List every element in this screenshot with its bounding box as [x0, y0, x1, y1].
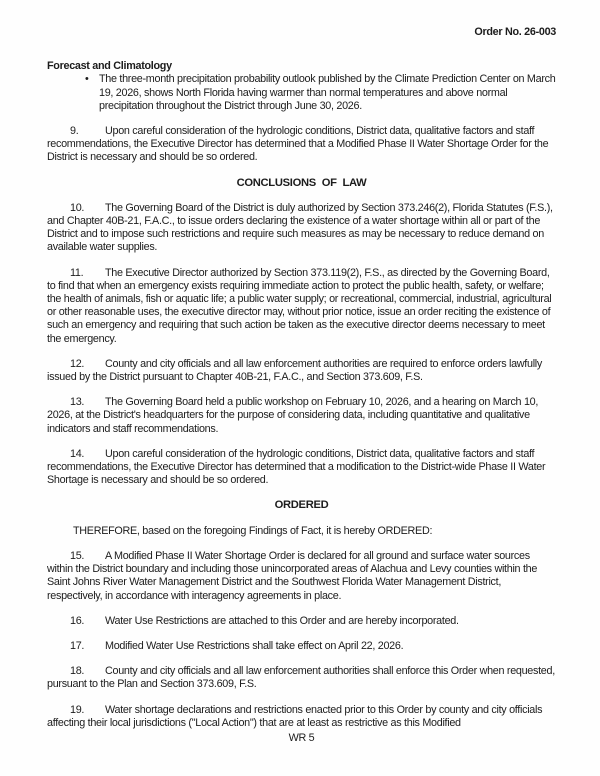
conclusion-paragraph-13: [47, 396, 556, 436]
paragraph-number: 14.: [70, 447, 85, 460]
paragraph-number: 9.: [70, 125, 79, 138]
section-heading-forecast: Forecast and Climatology: [47, 60, 172, 73]
paragraph-text: Upon careful consideration of the hydrologic conditions, District data, qualitative factors and staff recommendations, the Executive Director has determined that a modification to the District-wide Phase II Water Shortage is necessary and should be so ordered.: [47, 447, 546, 487]
forecast-bullet-list: [47, 73, 556, 113]
section-heading-ordered: ORDERED: [274, 499, 329, 512]
paragraph-text: A Modified Phase II Water Shortage Order is declared for all ground and surface water sources within the District boundary and including those unincorporated areas of Alachua and Levy counties within the Saint Johns River Water Management District and the Southwest Florida Water Management District, respectively, in accordance with interagency agreements in place.: [47, 549, 538, 602]
paragraph-text: County and city officials and all law enforcement authorities are required to enforce orders lawfully issued by the District pursuant to Chapter 40B-21, F.A.C., and Section 373.609, F.S.: [47, 357, 543, 384]
paragraph-number: 18.: [70, 665, 85, 678]
ordered-intro: THEREFORE, based on the foregoing Findings of Fact, it is hereby ORDERED:: [73, 524, 433, 537]
paragraph-number: 13.: [70, 396, 85, 409]
paragraph-text: The Governing Board held a public workshop on February 10, 2026, and a hearing on March 10, 2026, at the District's headquarters for the purpose of considering data, including quantitative and qualitative indicators and staff recommendations.: [47, 396, 539, 435]
list-item: • The three-month precipitation probability outlook published by the Climate Prediction Center on March 19, 2026, shows North Florida having warmer than normal temperatures and above normal precipitation throughout the District through June 30, 2026.: [47, 73, 556, 113]
section-heading-conclusions-of-law: CONCLUSIONS OF LAW: [236, 176, 367, 189]
paragraph-text: County and city officials and all law enforcement authorities shall enforce this Order when requested, pursuant to the Plan and Section 373.609, F.S.: [47, 665, 555, 691]
paragraph-text: Modified Water Use Restrictions shall take effect on April 22, 2026.: [105, 639, 404, 652]
paragraph-number: 11.: [70, 266, 84, 279]
ordered-paragraph-17: [47, 640, 556, 653]
paragraph-number: 16.: [70, 614, 85, 627]
conclusion-paragraph-12: [47, 358, 556, 384]
ordered-paragraph-15: [47, 550, 556, 603]
paragraph-text: Water Use Restrictions are attached to this Order and are hereby incorporated.: [105, 614, 459, 627]
conclusion-paragraph-14: [47, 448, 556, 488]
order-number: Order No. 26-003: [474, 26, 556, 38]
paragraph-number: 12.: [70, 357, 85, 370]
ordered-paragraph-18: [47, 665, 556, 691]
paragraph-number: 17.: [70, 639, 85, 652]
paragraph-text: The Governing Board of the District is duly authorized by Section 373.246(2), Florida Statutes (F.S.), and Chapter 40B-21, F.A.C., to issue orders declaring the existence of a water shortage within all or part of the District and to impose such restrictions and require such measures as may be necessary to reduce demand on available water supplies.: [47, 201, 553, 254]
paragraph-text: Water shortage declarations and restrictions enacted prior to this Order by county and city officials affecting their local jurisdictions ("Local Action") that are at least as restrictive as this Modified: [47, 703, 543, 729]
conclusion-paragraph-10: [47, 202, 556, 255]
paragraph-number: 10.: [70, 201, 85, 214]
paragraph-number: 19.: [70, 703, 85, 716]
finding-paragraph-9: [47, 125, 556, 165]
ordered-paragraph-19: [47, 704, 556, 730]
paragraph-number: 15.: [70, 549, 85, 562]
page-number-footer: WR 5: [288, 731, 315, 744]
conclusion-paragraph-11: [47, 267, 556, 346]
paragraph-text: The Executive Director authorized by Section 373.119(2), F.S., as directed by the Governing Board, to find that when an emergency exists requiring immediate action to protect the public health, safety, or welfare; the health of animals, fish or aquatic life; a public water supply; or recreational, commercial, industrial, agricultural or other reasonable uses, the executive director may, without prior notice, issue an order reciting the existence of such an emergency and requiring that such action be taken as the executive director deems necessary to meet the emergency.: [47, 266, 552, 345]
paragraph-text: Upon careful consideration of the hydrologic conditions, District data, qualitative factors and staff recommendations, the Executive Director has determined that a Modified Phase II Water Shortage Order for the District is necessary and should be so ordered.: [47, 125, 549, 164]
ordered-paragraph-16: [47, 615, 556, 628]
